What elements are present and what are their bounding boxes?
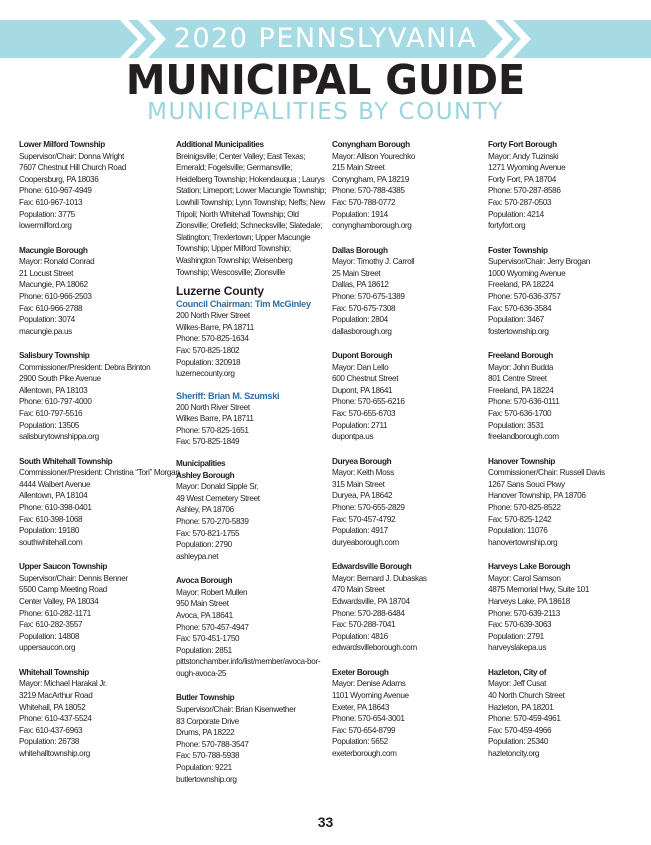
municipality-detail: dupontpa.us bbox=[332, 432, 374, 442]
municipality-name: Ashley Borough bbox=[176, 470, 235, 480]
municipality-detail: Fax: 570-654-8799 bbox=[332, 725, 396, 735]
municipality-detail: Ashley, PA 18706 bbox=[176, 505, 234, 515]
municipality-entry bbox=[332, 561, 482, 654]
municipality-name: Dallas Borough bbox=[332, 245, 388, 255]
municipality-name: South Whitehall Township bbox=[19, 456, 113, 466]
municipality-detail: Mayor: Keith Moss bbox=[332, 468, 394, 478]
municipality-detail: 49 West Cemetery Street bbox=[176, 493, 260, 503]
municipality-detail: Fax: 570-788-5938 bbox=[176, 751, 240, 761]
municipality-detail: hazletoncity.org bbox=[488, 748, 540, 758]
contact-detail: Phone: 570-825-1634 bbox=[176, 334, 249, 344]
municipality-detail: 950 Main Street bbox=[176, 599, 229, 609]
contact-detail: Fax: 570-825-1802 bbox=[176, 345, 240, 355]
municipality-detail: Mayor: John Budda bbox=[488, 362, 554, 372]
municipality-detail: Population: 2711 bbox=[332, 420, 388, 430]
municipality-detail: Hazleton, PA 18201 bbox=[488, 702, 554, 712]
municipality-detail: Phone: 570-825-8522 bbox=[488, 503, 561, 513]
municipality-name: Forty Fort Borough bbox=[488, 140, 557, 149]
municipality-entry bbox=[488, 350, 638, 443]
banner-title: 2020 PENNSLYVANIA bbox=[173, 23, 478, 54]
municipality-detail: edwardsvilleborough.com bbox=[332, 643, 417, 653]
sheriff-block bbox=[176, 390, 326, 448]
municipality-detail: Dallas, PA 18612 bbox=[332, 280, 389, 290]
municipality-detail: Fax: 570-788-0772 bbox=[332, 197, 396, 207]
municipality-detail: macungie.pa.us bbox=[19, 326, 72, 336]
council-chairman: Council Chairman: Tim McGinley bbox=[176, 299, 311, 310]
municipality-detail: Commissioner/Chair: Russell Davis bbox=[488, 468, 605, 478]
municipality-detail: Coopersburg, PA 18036 bbox=[19, 174, 99, 184]
municipality-detail: Fax: 570-639-3063 bbox=[488, 620, 552, 630]
municipality-detail: Mayor: Dan Lello bbox=[332, 362, 389, 372]
municipality-detail: Phone: 570-639-2113 bbox=[488, 608, 560, 618]
municipality-entry bbox=[488, 139, 638, 232]
municipality-detail: Phone: 610-797-4000 bbox=[19, 397, 92, 407]
municipality-detail: Harveys Lake, PA 18618 bbox=[488, 596, 570, 606]
municipality-detail: Dupont, PA 18641 bbox=[332, 385, 393, 395]
column-1 bbox=[19, 139, 180, 772]
municipality-entry bbox=[488, 667, 638, 760]
municipality-entry bbox=[332, 350, 482, 443]
municipality-detail: 7607 Chestnut Hill Church Road bbox=[19, 163, 126, 173]
municipality-entry bbox=[19, 667, 169, 760]
municipality-detail: Macungie, PA 18062 bbox=[19, 280, 88, 290]
municipality-detail: Mayor: Michael Harakal Jr. bbox=[19, 679, 107, 689]
municipality-detail: 315 Main Street bbox=[332, 479, 385, 489]
municipality-detail: Fax: 570-288-7041 bbox=[332, 620, 396, 630]
municipality-detail: 801 Centre Street bbox=[488, 374, 547, 384]
municipality-entry bbox=[19, 350, 169, 443]
municipality-detail: Supervisor/Chair: Brian Kisenwether bbox=[176, 704, 296, 714]
municipality-detail: Population: 2804 bbox=[332, 315, 388, 325]
municipality-detail: Fax: 610-398-1068 bbox=[19, 514, 83, 524]
municipality-detail: Forty Fort, PA 18704 bbox=[488, 174, 556, 184]
column-3 bbox=[332, 139, 482, 772]
municipality-name: Salisbury Township bbox=[19, 351, 90, 361]
municipality-detail: Population: 13505 bbox=[19, 420, 80, 430]
municipality-detail: Population: 1914 bbox=[332, 209, 388, 219]
municipality-detail: Avoca, PA 18641 bbox=[176, 610, 233, 620]
municipality-detail: Mayor: Carol Samson bbox=[488, 573, 561, 583]
municipality-detail: Mayor: Ronald Conrad bbox=[19, 257, 95, 267]
municipality-name: Avoca Borough bbox=[176, 576, 233, 586]
municipality-name: Harveys Lake Borough bbox=[488, 562, 571, 572]
municipality-name: Hazleton, City of bbox=[488, 667, 547, 677]
contact-detail: Wilkes Barre, PA 18711 bbox=[176, 414, 254, 424]
municipality-entry bbox=[19, 245, 169, 338]
municipality-name: Upper Saucon Township bbox=[19, 562, 108, 572]
municipality-detail: Mayor: Robert Mullen bbox=[176, 587, 248, 597]
municipality-entry bbox=[176, 692, 326, 785]
municipality-detail: Population: 3531 bbox=[488, 420, 544, 430]
additional-municipalities-title: Additional Municipalities bbox=[176, 140, 264, 149]
contact-detail: Population: 320918 bbox=[176, 357, 241, 367]
municipality-detail: Population: 11076 bbox=[488, 526, 548, 536]
municipality-name: Duryea Borough bbox=[332, 456, 392, 466]
municipality-detail: dallasborough.org bbox=[332, 326, 392, 336]
municipality-detail: hanovertownship.org bbox=[488, 537, 558, 547]
municipality-detail: exeterborough.com bbox=[332, 748, 397, 758]
header-banner bbox=[0, 20, 651, 58]
municipality-entry bbox=[19, 561, 169, 654]
municipality-detail: Fax: 570-459-4966 bbox=[488, 725, 552, 735]
municipality-detail: Fax: 570-287-0503 bbox=[488, 197, 552, 207]
municipality-detail: Fax: 610-966-2788 bbox=[19, 303, 83, 313]
municipality-detail: Population: 2851 bbox=[176, 645, 232, 655]
additional-municipalities bbox=[176, 139, 326, 278]
municipality-detail: 600 Chestnut Street bbox=[332, 374, 399, 384]
municipality-detail: pittstonchamber.info/list/member/avoca-bor- bbox=[176, 657, 321, 667]
municipality-detail: Population: 3467 bbox=[488, 315, 544, 325]
municipality-detail: 4444 Walbert Avenue bbox=[19, 479, 91, 489]
municipality-detail: 40 North Church Street bbox=[488, 690, 565, 700]
municipality-detail: Fax: 610-967-1013 bbox=[19, 197, 83, 207]
municipality-detail: Supervisor/Chair: Donna Wright bbox=[19, 151, 124, 161]
page-title: MUNICIPAL GUIDE bbox=[125, 56, 526, 104]
municipality-detail: Population: 9221 bbox=[176, 762, 232, 772]
municipality-detail: Phone: 570-636-0111 bbox=[488, 397, 560, 407]
municipalities-label: Municipalities bbox=[176, 459, 226, 469]
municipality-detail: Phone: 570-457-4947 bbox=[176, 622, 249, 632]
municipality-detail: Phone: 610-966-2503 bbox=[19, 291, 92, 301]
municipality-name: Whitehall Township bbox=[19, 667, 89, 677]
municipality-detail: 470 Main Street bbox=[332, 585, 385, 595]
municipality-detail: Phone: 570-675-1389 bbox=[332, 291, 405, 301]
municipality-detail: Phone: 570-287-8586 bbox=[488, 186, 561, 196]
contact-detail: Wilkes-Barre, PA 18711 bbox=[176, 322, 254, 332]
municipality-detail: Phone: 570-655-6216 bbox=[332, 397, 405, 407]
municipality-detail: Mayor: Donald Sipple Sr. bbox=[176, 482, 259, 492]
municipality-detail: Fax: 570-655-6703 bbox=[332, 409, 396, 419]
municipality-detail: Mayor: Allison Yourechko bbox=[332, 151, 416, 161]
municipality-detail: fostertownship.org bbox=[488, 326, 549, 336]
column-4 bbox=[488, 139, 638, 772]
municipality-detail: Population: 3074 bbox=[19, 315, 75, 325]
municipality-detail: Phone: 570-459-4961 bbox=[488, 714, 561, 724]
municipality-detail: salisburytownshippa.org bbox=[19, 432, 99, 442]
municipality-detail: Freeland, PA 18224 bbox=[488, 385, 554, 395]
page-number: 33 bbox=[317, 814, 334, 830]
municipality-detail: Mayor: Denise Adams bbox=[332, 679, 406, 689]
municipality-detail: 215 Main Street bbox=[332, 163, 385, 173]
municipality-detail: Center Valley, PA 18034 bbox=[19, 596, 99, 606]
municipality-detail: Phone: 570-655-2829 bbox=[332, 503, 405, 513]
municipality-detail: whitehalltownship.org bbox=[19, 748, 90, 758]
municipality-entry bbox=[332, 139, 482, 232]
municipality-detail: 1101 Wyoming Avenue bbox=[332, 690, 409, 700]
municipality-detail: Fax: 570-457-4792 bbox=[332, 514, 396, 524]
municipality-detail: Population: 2791 bbox=[488, 631, 544, 641]
municipality-detail: Exeter, PA 18643 bbox=[332, 702, 390, 712]
municipality-detail: Phone: 570-270-5839 bbox=[176, 517, 249, 527]
contact-detail: Phone: 570-825-1651 bbox=[176, 425, 249, 435]
municipality-detail: Fax: 570-636-3584 bbox=[488, 303, 552, 313]
municipality-detail: 3219 MacArthur Road bbox=[19, 690, 93, 700]
municipality-entry bbox=[332, 456, 482, 549]
municipality-detail: Drums, PA 18222 bbox=[176, 728, 235, 738]
municipality-detail: Population: 3775 bbox=[19, 209, 75, 219]
contact-detail: luzernecounty.org bbox=[176, 369, 235, 379]
municipality-detail: Population: 4816 bbox=[332, 631, 388, 641]
municipality-detail: Fax: 610-797-5516 bbox=[19, 409, 83, 419]
municipality-entry bbox=[19, 456, 180, 549]
municipality-detail: Population: 25340 bbox=[488, 737, 549, 747]
municipality-detail: Population: 2790 bbox=[176, 540, 232, 550]
municipality-detail: Supervisor/Chair: Dennis Benner bbox=[19, 573, 128, 583]
municipality-entry bbox=[488, 245, 638, 338]
municipality-detail: Fax: 570-636-1700 bbox=[488, 409, 552, 419]
municipality-detail: Commissioner/President: Christina “Tori” Morgan bbox=[19, 468, 180, 478]
municipality-detail: 21 Locust Street bbox=[19, 268, 74, 278]
municipality-detail: Population: 14808 bbox=[19, 631, 80, 641]
municipality-detail: Fax: 570-675-7308 bbox=[332, 303, 396, 313]
municipality-entry bbox=[176, 575, 326, 679]
municipality-detail: Mayor: Jeff Cusat bbox=[488, 679, 547, 689]
municipality-detail: Phone: 570-788-3547 bbox=[176, 739, 249, 749]
municipality-detail: Phone: 570-636-3757 bbox=[488, 291, 561, 301]
municipality-name: Edwardsville Borough bbox=[332, 562, 412, 572]
municipality-name: Conyngham Borough bbox=[332, 140, 410, 149]
municipality-detail: Commissioner/President: Debra Brinton bbox=[19, 362, 151, 372]
municipality-detail: 83 Corporate Drive bbox=[176, 716, 239, 726]
municipality-detail: fortyfort.org bbox=[488, 221, 526, 231]
municipality-detail: Edwardsville, PA 18704 bbox=[332, 596, 410, 606]
municipality-detail: Population: 5652 bbox=[332, 737, 388, 747]
municipality-entry bbox=[176, 470, 326, 563]
municipality-detail: Allentown, PA 18103 bbox=[19, 385, 88, 395]
municipality-detail: Phone: 570-788-4385 bbox=[332, 186, 405, 196]
municipality-detail: Freeland, PA 18224 bbox=[488, 280, 554, 290]
municipality-detail: Phone: 570-654-3001 bbox=[332, 714, 405, 724]
municipality-entry bbox=[332, 667, 482, 760]
municipality-detail: Mayor: Bernard J. Dubaskas bbox=[332, 573, 427, 583]
municipality-entry bbox=[488, 456, 638, 549]
contact-detail: 200 North River Street bbox=[176, 311, 250, 321]
municipality-detail: 5500 Camp Meeting Road bbox=[19, 585, 107, 595]
page-subtitle: MUNICIPALITIES BY COUNTY bbox=[147, 99, 504, 125]
municipality-detail: 2900 South Pike Avenue bbox=[19, 374, 101, 384]
municipality-entry bbox=[332, 245, 482, 338]
municipality-detail: harveyslakepa.us bbox=[488, 643, 547, 653]
municipality-detail: 1000 Wyoming Avenue bbox=[488, 268, 566, 278]
municipality-detail: southwhitehall.com bbox=[19, 537, 83, 547]
municipality-detail: 1271 Wyoming Avenue bbox=[488, 163, 566, 173]
municipality-detail: Fax: 570-825-1242 bbox=[488, 514, 552, 524]
municipality-detail: Fax: 610-282-3557 bbox=[19, 620, 83, 630]
municipality-name: Hanover Township bbox=[488, 456, 556, 466]
council-block bbox=[176, 298, 326, 380]
municipality-detail: Mayor: Andy Tuzinski bbox=[488, 151, 559, 161]
municipality-detail: Fax: 570-451-1750 bbox=[176, 634, 240, 644]
contact-detail: 200 North River Street bbox=[176, 402, 250, 412]
municipality-entry bbox=[488, 561, 638, 654]
municipality-detail: 1267 Sans Souci Pkwy bbox=[488, 479, 565, 489]
county-heading: Luzerne County bbox=[176, 284, 264, 299]
municipality-detail: Population: 4214 bbox=[488, 209, 544, 219]
municipality-name: Dupont Borough bbox=[332, 351, 393, 361]
municipality-name: Macungie Borough bbox=[19, 245, 88, 255]
municipality-detail: Whitehall, PA 18052 bbox=[19, 702, 86, 712]
municipality-detail: Hanover Township, PA 18706 bbox=[488, 491, 586, 501]
municipality-name: Exeter Borough bbox=[332, 667, 389, 677]
column-2 bbox=[176, 139, 326, 798]
contact-detail: Fax: 570-825-1849 bbox=[176, 437, 240, 447]
municipality-detail: Population: 4917 bbox=[332, 526, 388, 536]
municipality-name: Freeland Borough bbox=[488, 351, 553, 361]
municipality-entry bbox=[19, 139, 169, 232]
municipality-detail: 25 Main Street bbox=[332, 268, 381, 278]
municipality-name: Lower Milford Township bbox=[19, 140, 105, 149]
municipality-detail: Phone: 610-437-5524 bbox=[19, 714, 92, 724]
municipality-detail: Phone: 610-967-4949 bbox=[19, 186, 92, 196]
municipality-detail: conynghamborough.org bbox=[332, 221, 412, 231]
municipality-detail: Fax: 570-821-1755 bbox=[176, 528, 240, 538]
municipality-detail: lowermilford.org bbox=[19, 221, 72, 231]
municipality-name: Butler Township bbox=[176, 693, 235, 703]
municipality-detail: Phone: 610-398-0401 bbox=[19, 503, 92, 513]
municipality-detail: Supervisor/Chair: Jerry Brogan bbox=[488, 257, 590, 267]
additional-municipalities-list: Breinigsville; Center Valley; East Texas; Emerald; Fogelsville; Germansville; Heidelberg Township; Hokendauqua ; Laurys Station; Limeport; Lower Macungie Township; Lowhill Township; Lynn Township; Neffs; New Tripoli; North Whitehall Township; Old Zionsville; Orefield; Schnecksville; Slatedale; Slatington; Trexlertown; Upper Macungie Township; Upper Milford Township; Washington Township; Weisenberg Township; Wescosville; Zionsville bbox=[176, 151, 327, 277]
municipality-detail: Mayor: Timothy J. Carroll bbox=[332, 257, 415, 267]
municipality-name: Foster Township bbox=[488, 245, 548, 255]
municipality-detail: Population: 19180 bbox=[19, 526, 80, 536]
municipality-detail: 4875 Memorial Hwy, Suite 101 bbox=[488, 585, 590, 595]
municipality-detail: Duryea, PA 18642 bbox=[332, 491, 393, 501]
municipality-detail: ough-avoca-25 bbox=[176, 668, 227, 678]
municipality-detail: Phone: 570-288-6484 bbox=[332, 608, 405, 618]
municipality-detail: Fax: 610-437-6963 bbox=[19, 725, 83, 735]
municipality-detail: Phone: 610-282-1171 bbox=[19, 608, 91, 618]
municipality-detail: Allentown, PA 18104 bbox=[19, 491, 88, 501]
municipality-detail: duryeaborough.com bbox=[332, 537, 399, 547]
municipality-detail: ashleypa.net bbox=[176, 551, 219, 561]
municipality-detail: butlertownship.org bbox=[176, 774, 237, 784]
municipality-detail: freelandborough.com bbox=[488, 432, 559, 442]
municipality-detail: Conyngham, PA 18219 bbox=[332, 174, 409, 184]
sheriff: Sheriff: Brian M. Szumski bbox=[176, 390, 280, 401]
municipality-detail: uppersaucon.org bbox=[19, 643, 76, 653]
municipality-detail: Population: 26738 bbox=[19, 737, 80, 747]
